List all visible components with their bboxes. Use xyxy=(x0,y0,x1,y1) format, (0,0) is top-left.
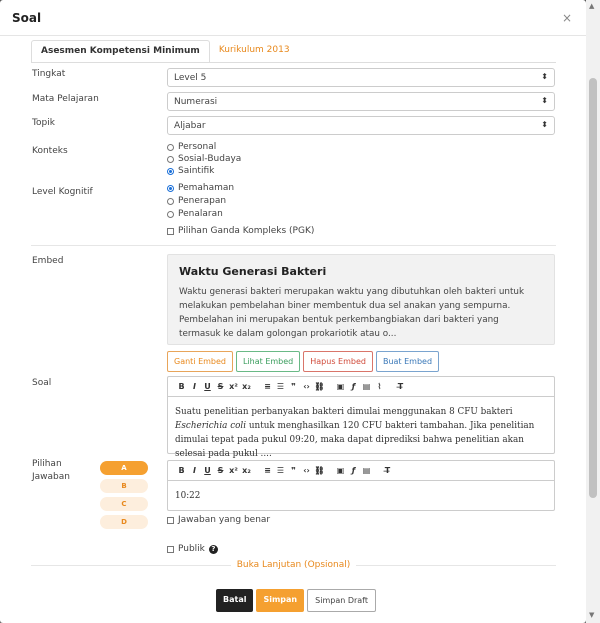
konteks-option-sosial-budaya[interactable]: Sosial-Budaya xyxy=(167,154,241,164)
formula-icon[interactable]: ƒ xyxy=(351,382,356,391)
clear-format-icon[interactable]: T̶ xyxy=(384,466,391,475)
ordered-list-icon[interactable]: ≡ xyxy=(264,382,271,391)
bullet-list-icon[interactable]: ☰ xyxy=(276,466,285,475)
link-icon[interactable]: ⛓ xyxy=(314,382,325,391)
simpan-button[interactable]: Simpan xyxy=(256,589,304,612)
lihat-embed-button[interactable]: Lihat Embed xyxy=(236,351,300,372)
video-icon[interactable]: ▤ xyxy=(362,382,371,391)
konteks-option-personal[interactable]: Personal xyxy=(167,142,216,152)
radio-icon[interactable] xyxy=(167,211,174,218)
option-list xyxy=(100,461,148,529)
subscript-icon[interactable]: x₂ xyxy=(242,382,251,391)
superscript-icon[interactable]: x² xyxy=(229,466,238,475)
superscript-icon[interactable]: x² xyxy=(229,382,238,391)
level-option-penerapan[interactable]: Penerapan xyxy=(167,196,226,206)
correct-answer-checkbox-row[interactable]: Jawaban yang benar xyxy=(167,515,270,525)
konteks-label: Konteks xyxy=(32,146,68,156)
embed-label: Embed xyxy=(32,256,64,266)
scroll-up-icon[interactable]: ▲ xyxy=(589,2,595,10)
tingkat-label: Tingkat xyxy=(32,69,66,79)
code-icon[interactable]: ‹› xyxy=(303,382,310,391)
option-d-button[interactable]: D xyxy=(100,515,148,529)
option-c-button[interactable]: C xyxy=(100,497,148,511)
soal-editor[interactable] xyxy=(167,376,555,459)
bold-icon[interactable]: B xyxy=(178,382,185,391)
konteks-option-saintifik[interactable]: Saintifik xyxy=(167,166,214,176)
buka-lanjutan-toggle[interactable]: Buka Lanjutan (Opsional) xyxy=(31,560,556,570)
option-b-button[interactable]: B xyxy=(100,479,148,493)
embed-preview xyxy=(167,254,555,345)
jawaban-toolbar xyxy=(168,461,554,481)
tingkat-value: Level 5 xyxy=(174,73,207,83)
mapel-value: Numerasi xyxy=(174,97,218,107)
buat-embed-button[interactable]: Buat Embed xyxy=(376,351,439,372)
soal-toolbar xyxy=(168,377,554,397)
formula-icon[interactable]: ƒ xyxy=(351,466,356,475)
image-icon[interactable]: ▣ xyxy=(336,382,345,391)
radio-icon[interactable] xyxy=(167,198,174,205)
divider-right xyxy=(356,565,556,566)
jawaban-content[interactable]: 10:22 xyxy=(175,491,201,501)
checkbox-icon[interactable] xyxy=(167,517,174,524)
hapus-embed-button[interactable]: Hapus Embed xyxy=(303,351,373,372)
select-arrow-icon: ⬍ xyxy=(541,72,548,81)
strike-icon[interactable]: S xyxy=(217,466,224,475)
radio-selected-icon[interactable] xyxy=(167,185,174,192)
underline-icon[interactable]: U xyxy=(204,466,211,475)
attach-icon[interactable]: ⌇ xyxy=(377,382,382,391)
bold-icon[interactable]: B xyxy=(178,466,185,475)
select-arrow-icon: ⬍ xyxy=(541,120,548,129)
section-divider xyxy=(31,245,556,246)
bullet-list-icon[interactable]: ☰ xyxy=(276,382,285,391)
jawaban-editor[interactable] xyxy=(167,460,555,511)
divider-left xyxy=(31,565,231,566)
topik-value: Aljabar xyxy=(174,121,206,131)
jawaban-label: Jawaban xyxy=(32,472,70,482)
checkbox-icon[interactable] xyxy=(167,546,174,553)
video-icon[interactable]: ▤ xyxy=(362,466,371,475)
topik-label: Topik xyxy=(32,118,55,128)
ordered-list-icon[interactable]: ≡ xyxy=(264,466,271,475)
link-icon[interactable]: ⛓ xyxy=(314,466,325,475)
subscript-icon[interactable]: x₂ xyxy=(242,466,251,475)
scroll-down-icon[interactable]: ▼ xyxy=(589,611,595,619)
modal-title: Soal xyxy=(12,10,42,25)
simpan-draft-button[interactable]: Simpan Draft xyxy=(307,589,376,612)
modal-scrollbar[interactable] xyxy=(586,0,600,623)
italic-icon[interactable]: I xyxy=(193,382,196,391)
tab-divider xyxy=(31,62,556,63)
checkbox-icon[interactable] xyxy=(167,228,174,235)
strike-icon[interactable]: S xyxy=(217,382,224,391)
radio-icon[interactable] xyxy=(167,144,174,151)
scroll-thumb[interactable] xyxy=(589,78,597,498)
level-option-pemahaman[interactable]: Pemahaman xyxy=(167,183,234,193)
batal-button[interactable]: Batal xyxy=(216,589,253,612)
quote-icon[interactable]: ❞ xyxy=(291,466,296,475)
topik-select[interactable] xyxy=(167,116,555,135)
close-icon[interactable]: × xyxy=(561,10,572,25)
mapel-label: Mata Pelajaran xyxy=(32,94,99,104)
embed-title: Waktu Generasi Bakteri xyxy=(179,265,327,278)
italic-icon[interactable]: I xyxy=(193,466,196,475)
tab-k13[interactable]: Kurikulum 2013 xyxy=(218,45,290,55)
help-icon[interactable]: ? xyxy=(209,545,218,554)
modal-header xyxy=(0,0,586,36)
publik-checkbox-row[interactable]: Publik ? xyxy=(167,544,218,554)
soal-label: Soal xyxy=(32,378,52,388)
embed-actions xyxy=(167,351,439,372)
select-arrow-icon: ⬍ xyxy=(541,96,548,105)
tab-bar xyxy=(31,40,299,63)
radio-selected-icon[interactable] xyxy=(167,168,174,175)
embed-text: Waktu generasi bakteri merupakan waktu yang dibutuhkan oleh bakteri untuk melakukan pembelahan biner membentuk dua sel anakan yang sempurna. Pembelahan ini merupakan bentuk perkembangbiakan dari bakteri yang termasuk ke dalam golongan prokariotik atau o... xyxy=(179,287,525,339)
code-icon[interactable]: ‹› xyxy=(303,466,310,475)
ganti-embed-button[interactable]: Ganti Embed xyxy=(167,351,233,372)
quote-icon[interactable]: ❞ xyxy=(291,382,296,391)
underline-icon[interactable]: U xyxy=(204,382,211,391)
pilihan-label: Pilihan xyxy=(32,459,62,469)
level-option-penalaran[interactable]: Penalaran xyxy=(167,209,223,219)
tingkat-select[interactable] xyxy=(167,68,555,87)
tab-akm[interactable]: Asesmen Kompetensi Minimum xyxy=(31,40,210,63)
level-kognitif-label: Level Kognitif xyxy=(32,187,93,197)
modal-footer xyxy=(216,589,376,612)
image-icon[interactable]: ▣ xyxy=(336,466,345,475)
clear-format-icon[interactable]: T̶ xyxy=(397,382,404,391)
mapel-select[interactable] xyxy=(167,92,555,111)
pgk-checkbox-row[interactable]: Pilihan Ganda Kompleks (PGK) xyxy=(167,226,314,236)
radio-icon[interactable] xyxy=(167,156,174,163)
option-a-button[interactable]: A xyxy=(100,461,148,475)
soal-content[interactable]: Suatu penelitian perbanyakan bakteri dimulai menggunakan 8 CFU bakteri Escherichia coli untuk menghasilkan 120 CFU bakteri tambahan. Jika penelitian dimulai tepat pada pukul 09:20, maka dapat diprediksi bahwa penelitian akan selesai pada pukul .... xyxy=(175,407,535,459)
